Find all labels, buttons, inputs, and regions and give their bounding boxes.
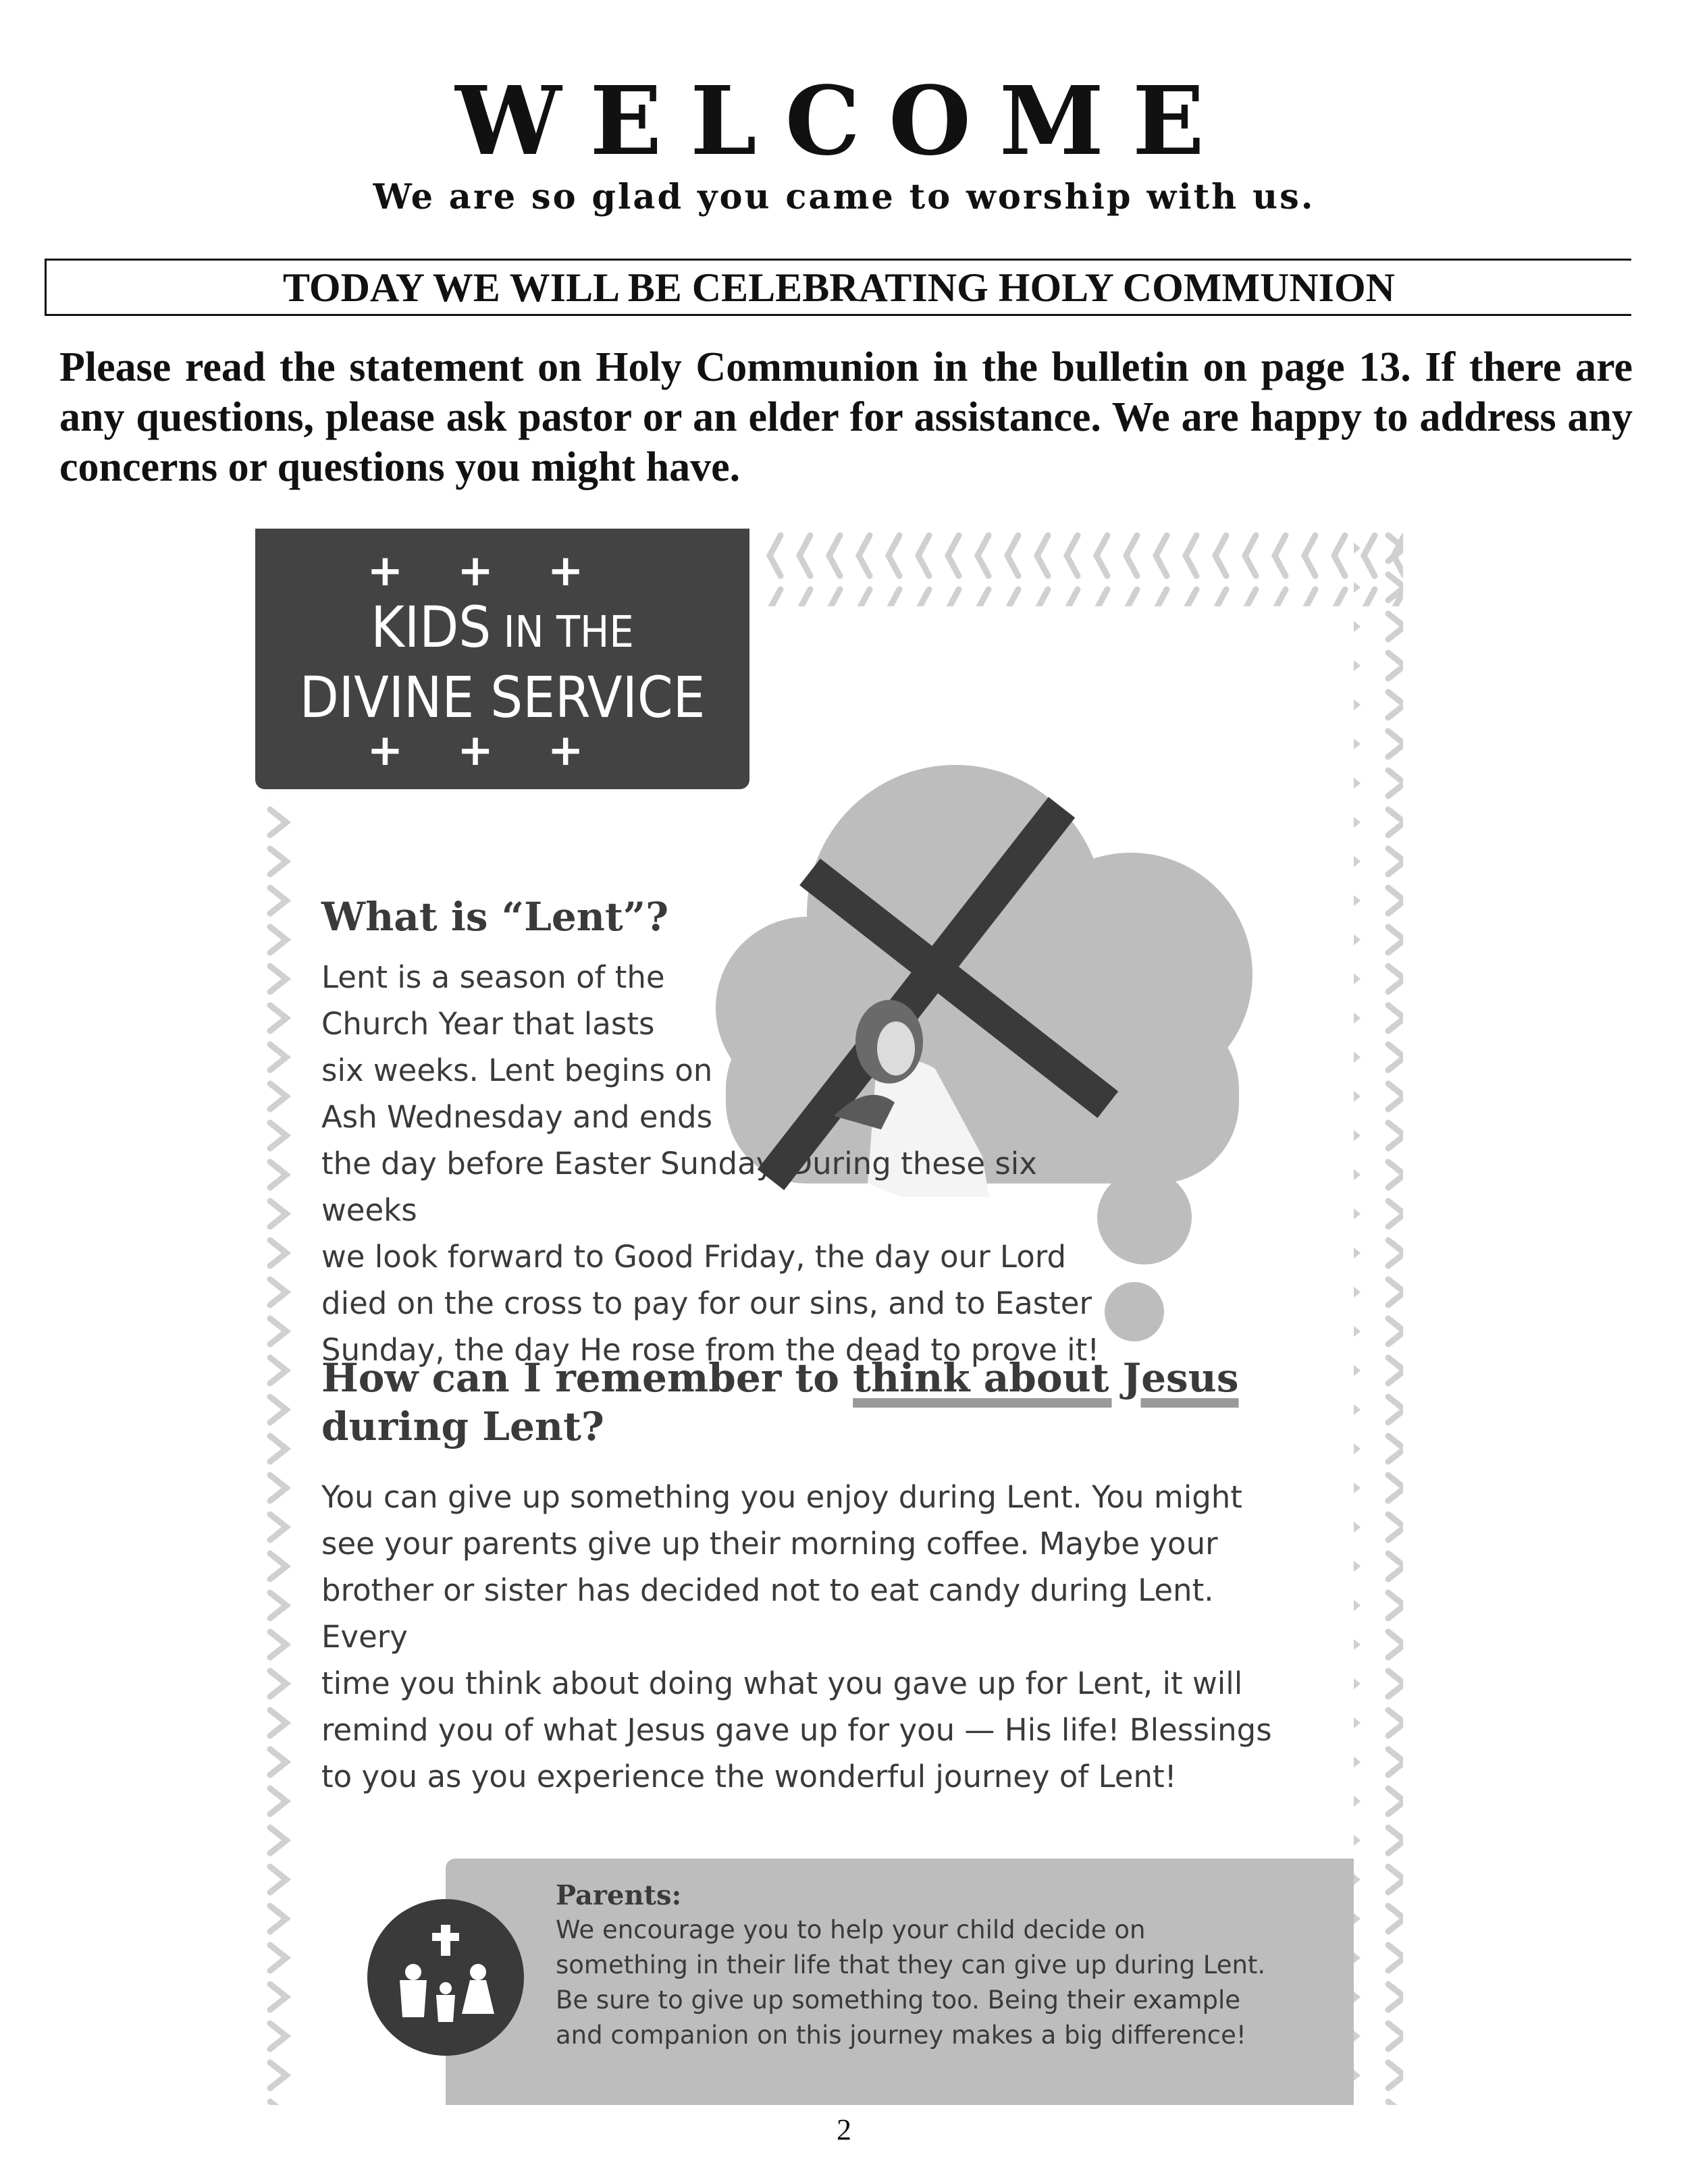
parents-heading: Parents: — [556, 1880, 682, 1911]
text-line: You can give up something you enjoy during Lent. You might — [321, 1479, 1242, 1515]
text-line: Church Year that lasts — [321, 1006, 655, 1042]
lent-paragraph-part1 — [321, 954, 740, 1140]
communion-notice: Please read the statement on Holy Communion in the bulletin on page 13. If there are any questions, please ask pastor or an elder for assistance. We are happy to address any concerns or questions you might have. — [59, 344, 1633, 490]
kids-title-in-the: IN THE — [491, 608, 634, 658]
heading-highlight: think about Jesus — [853, 1355, 1239, 1401]
lent-paragraph-part2 — [321, 1140, 1132, 1373]
text-line: brother or sister has decided not to eat candy during Lent. Every — [321, 1572, 1214, 1655]
text-line: Be sure to give up something too. Being their example — [556, 1986, 1241, 2015]
plus-row-bottom: +++ — [367, 726, 638, 776]
give-up-paragraph — [321, 1474, 1307, 1800]
text-line: to you as you experience the wonderful journey of Lent! — [321, 1759, 1177, 1794]
kids-title-kids: KIDS — [371, 594, 492, 660]
text-line: Ash Wednesday and ends — [321, 1099, 713, 1135]
text-line: and companion on this journey makes a big difference! — [556, 2021, 1246, 2050]
text-line: Lent is a season of the — [321, 959, 665, 995]
welcome-heading: WELCOME — [455, 66, 1233, 177]
text-line: something in their life that they can give up during Lent. — [556, 1950, 1266, 1979]
text-line: We encourage you to help your child decide on — [556, 1915, 1146, 1944]
text-line: Sunday, the day He rose from the dead to prove it! — [321, 1332, 1100, 1368]
remember-jesus-heading — [321, 1354, 1280, 1451]
page-number: 2 — [837, 2113, 851, 2146]
family-cross-icon — [367, 1899, 524, 2056]
text-line: died on the cross to pay for our sins, and to Easter — [321, 1285, 1092, 1321]
text-line: see your parents give up their morning coffee. Maybe your — [321, 1526, 1218, 1562]
kids-title — [255, 595, 749, 730]
kids-divine-service-insert — [255, 529, 1403, 2105]
text-line: we look forward to Good Friday, the day our Lord — [321, 1239, 1067, 1275]
what-is-lent-heading: What is “Lent”? — [321, 894, 669, 940]
heading-text: during Lent? — [321, 1404, 604, 1449]
text-line: six weeks. Lent begins on — [321, 1053, 713, 1088]
text-line: the day before Easter Sunday. During these six weeks — [321, 1146, 1037, 1228]
plus-row-top: +++ — [367, 546, 638, 596]
kids-title-divine-service: DIVINE SERVICE — [299, 664, 706, 730]
parents-paragraph — [556, 1913, 1332, 2053]
communion-banner: TODAY WE WILL BE CELEBRATING HOLY COMMUNION — [45, 259, 1631, 316]
heading-text: How can I remember to — [321, 1355, 853, 1401]
kids-title-box — [255, 529, 749, 789]
text-line: time you think about doing what you gave up for Lent, it will — [321, 1666, 1243, 1701]
welcome-subtitle: We are so glad you came to worship with us. — [373, 177, 1315, 217]
text-line: remind you of what Jesus gave up for you — His life! Blessings — [321, 1712, 1272, 1748]
